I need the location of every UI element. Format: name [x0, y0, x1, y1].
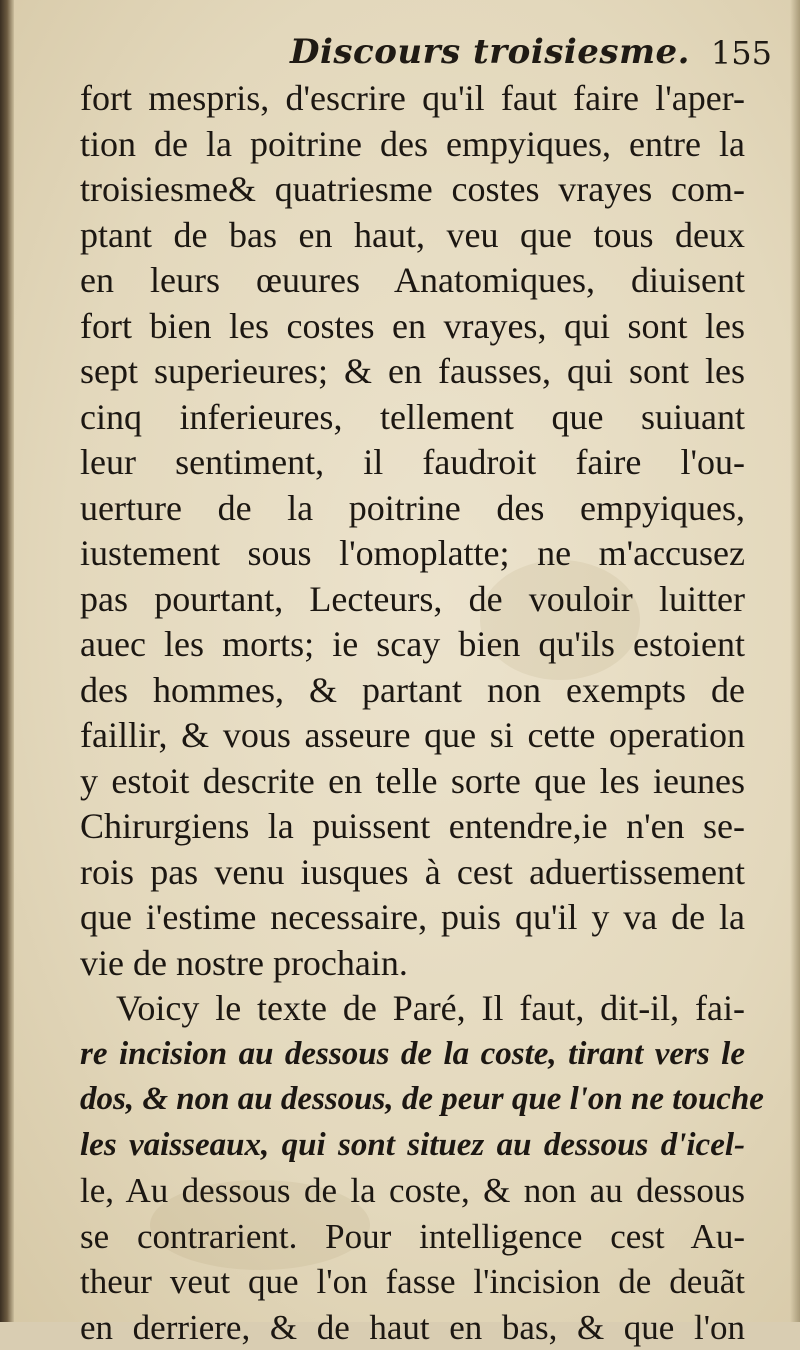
body-text — [80, 76, 745, 1350]
text-line: des hommes, & partant non exempts de — [80, 668, 745, 714]
text-line: fort bien les costes en vrayes, qui sont les — [80, 304, 745, 350]
quoted-line: dos, & non au dessous, de peur que l'on ne touche — [80, 1077, 745, 1123]
text-line: pas pourtant, Lecteurs, de vouloir luitter — [80, 577, 745, 623]
running-head — [90, 32, 772, 82]
text-line: en leurs œuures Anatomiques, diuisent — [80, 258, 745, 304]
text-line: en derriere, & de haut en bas, & que l'on — [80, 1305, 745, 1350]
text-line: troisiesme& quatriesme costes vrayes com- — [80, 167, 745, 213]
text-line: rois pas venu iusques à cest aduertissement — [80, 850, 745, 896]
page-edge-shadow — [790, 0, 800, 1322]
text-line: fort mespris, d'escrire qu'il faut faire l'aper- — [80, 76, 745, 122]
quoted-line: re incision au dessous de la coste, tirant vers le — [80, 1032, 745, 1078]
text-line: se contrarient. Pour intelligence cest Au- — [80, 1214, 745, 1260]
text-line: le, Au dessous de la coste, & non au dessous — [80, 1168, 745, 1214]
text-line: faillir, & vous asseure que si cette operation — [80, 713, 745, 759]
binding-gutter — [0, 0, 14, 1322]
text-line: sept superieures; & en fausses, qui sont les — [80, 349, 745, 395]
text-line: tion de la poitrine des empyiques, entre la — [80, 122, 745, 168]
text-line: auec les morts; ie scay bien qu'ils estoient — [80, 622, 745, 668]
quoted-line: les vaisseaux, qui sont situez au dessous d'icel- — [80, 1123, 745, 1169]
text-line: uerture de la poitrine des empyiques, — [80, 486, 745, 532]
text-line: theur veut que l'on fasse l'incision de deuãt — [80, 1259, 745, 1305]
paragraph-start-line: Voicy le texte de Paré, Il faut, dit-il, fai- — [80, 986, 745, 1032]
text-line: que i'estime necessaire, puis qu'il y va de la — [80, 895, 745, 941]
running-title: Discours troisiesme. — [290, 32, 690, 72]
text-line: y estoit descrite en telle sorte que les ieunes — [80, 759, 745, 805]
text-line: ptant de bas en haut, veu que tous deux — [80, 213, 745, 259]
text-line: leur sentiment, il faudroit faire l'ou- — [80, 440, 745, 486]
text-line: Chirurgiens la puissent entendre,ie n'en se- — [80, 804, 745, 850]
text-line: iustement sous l'omoplatte; ne m'accusez — [80, 531, 745, 577]
text-line: cinq inferieures, tellement que suiuant — [80, 395, 745, 441]
page-number: 155 — [711, 34, 772, 72]
paragraph-end-line: vie de nostre prochain. — [80, 941, 745, 987]
